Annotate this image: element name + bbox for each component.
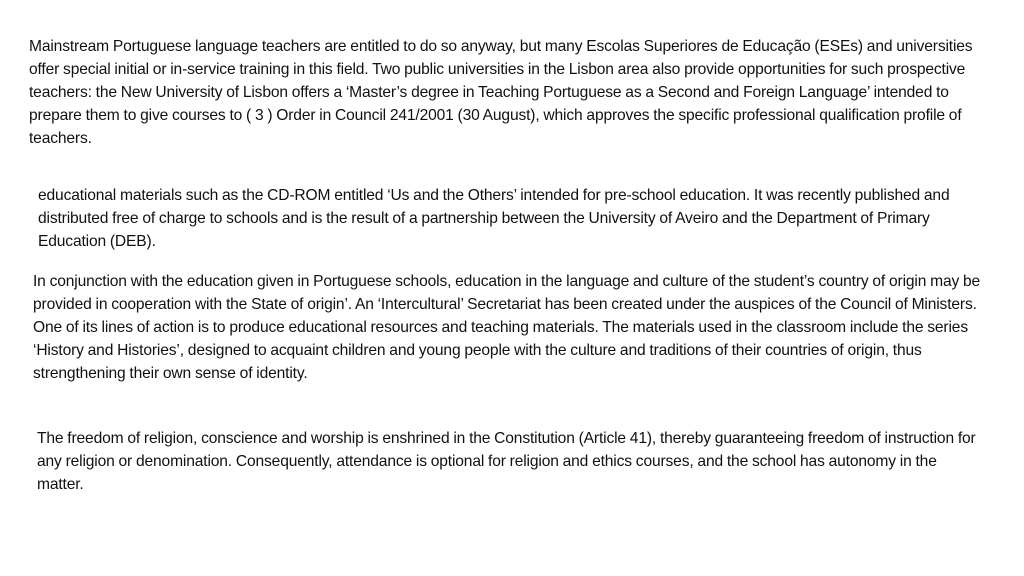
paragraph-language-culture: In conjunction with the education given in Portuguese schools, education in the language and culture of the student’s country of origin may be provided in cooperation with the State of origin’. An ‘Intercultural’ Secretariat has been created under the auspices of the Council of Ministers. One of its lines of action is to produce educational resources and teaching materials. The materials used in the classroom include the series ‘History and Histories’, designed to acquaint children and young people with the culture and traditions of their countries of origin, thus strengthening their own sense of identity. — [33, 273, 981, 382]
paragraph-teacher-training: Mainstream Portuguese language teachers are entitled to do so anyway, but many Escolas Superiores de Educação (ESEs) and universities offer special initial or in-service training in this field. Two public universities in the Lisbon area also provide opportunities for such prospective teachers: the New University of Lisbon offers a ‘Master’s degree in Teaching Portuguese as a Second and Foreign Language’ intended to prepare them to give courses to ( 3 ) Order in Council 241/2001 (30 August), which approves the specific professional qualification profile of teachers. — [29, 38, 973, 147]
paragraph-educational-materials: educational materials such as the CD-ROM entitled ‘Us and the Others’ intended for pre-school education. It was recently published and distributed free of charge to schools and is the result of a partnership between the University of Aveiro and the Department of Primary Education (DEB). — [38, 187, 950, 250]
paragraph-freedom-of-religion: The freedom of religion, conscience and worship is enshrined in the Constitution (Article 41), thereby guaranteeing freedom of instruction for any religion or denomination. Consequently, attendance is optional for religion and ethics courses, and the school has autonomy in the matter. — [37, 430, 976, 493]
